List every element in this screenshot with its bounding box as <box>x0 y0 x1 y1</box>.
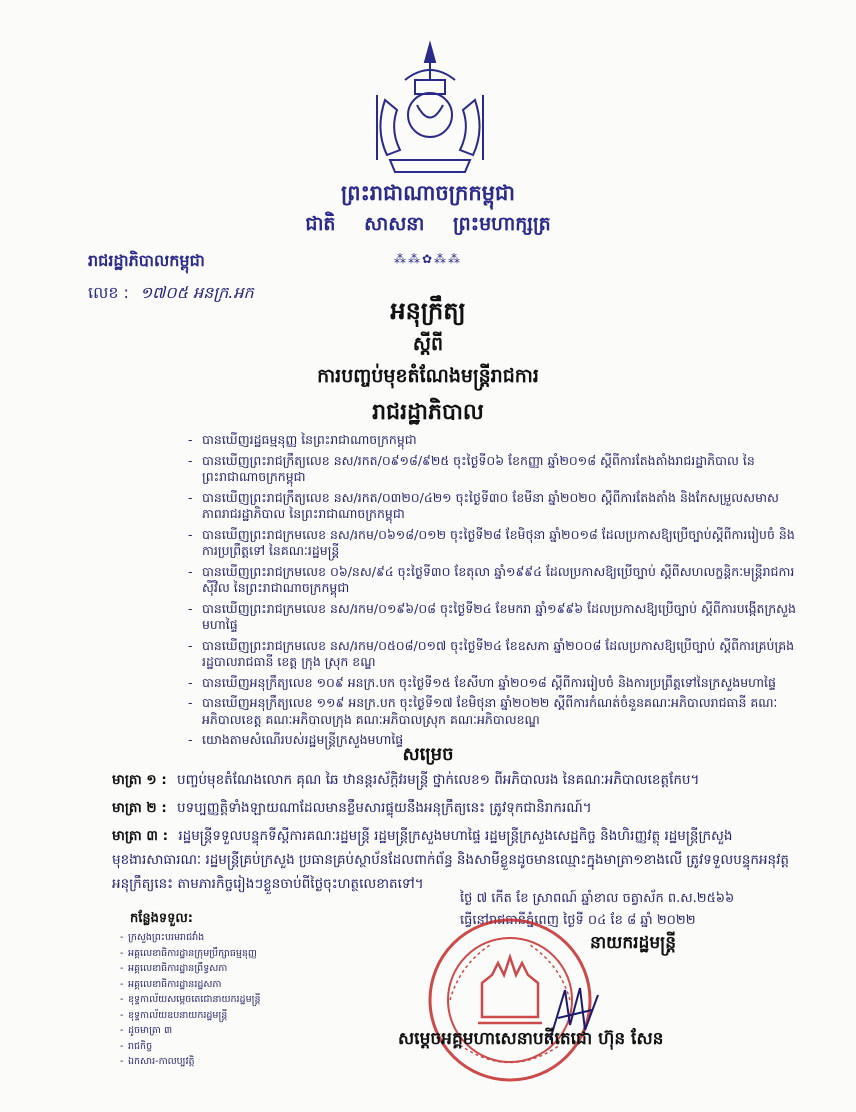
lunar-date: ថ្ងៃ ៧ កើត ខែ ស្រាពណ៍ ឆ្នាំខាល ចត្វាស័ក ព.ស.២៥៦៦ <box>460 891 735 906</box>
recipients-title: កន្លែងទទួល: <box>130 911 193 926</box>
issuer: រាជរដ្ឋាភិបាល <box>372 400 484 425</box>
article-text: បញ្ចប់មុខតំណែងលោក គុណ ឆៃ ឋានន្តរស័ក្តិវរមន្ត្រី ថ្នាក់លេខ១ ពីអភិបាលរង នៃគណៈអភិបាលខេត្តកែប។ <box>177 772 700 788</box>
list-item: - បានឃើញព្រះរាជក្រមលេខ នស/រកម/០១៩៦/០៨ ចុះថ្ងៃទី២៤ ខែមករា ឆ្នាំ១៩៩៦ ដែលប្រកាសឱ្យប្រើច្បាប់ ស្តីពីការបង្កើតក្រសួងមហាផ្ទៃ <box>188 601 798 634</box>
list-item: - អគ្គលេខាធិការដ្ឋានរដ្ឋសភា <box>120 977 260 993</box>
document-subject: ការបញ្ចប់មុខតំណែងមន្ត្រីរាជការ <box>317 365 539 387</box>
motto: ជាតិ សាសនា ព្រះមហាក្សត្រ <box>305 213 551 235</box>
list-item: - បានឃើញព្រះរាជក្រឹត្យលេខ នស/រកត/០៣២០/៤២១ ចុះថ្ងៃទី៣០ ខែមីនា ឆ្នាំ២០២០ ស្តីពីការតែងតាំង និងកែសម្រួលសមាសភាពរាជរដ្ឋាភិបាល នៃព្រះរាជាណាចក្រកម្ពុជា <box>188 490 798 523</box>
article-text: រដ្ឋមន្ត្រីទទួលបន្ទុកទីស្តីការគណៈរដ្ឋមន្ត្រី រដ្ឋមន្ត្រីក្រសួងមហាផ្ទៃ រដ្ឋមន្ត្រីក្រសួងសេដ្ឋកិច្ច និងហិរញ្ញវត្ថុ រដ្ឋមន្ត្រីក្រសួងមុខងារសាធារណៈ រដ្ឋមន្ត្រីគ្រប់ក្រសួង ប្រធានគ្រប់ស្ថាប័នដែលពាក់ព័ន្ធ និងសាមីខ្លួនដូចមានឈ្មោះក្នុងមាត្រា១ខាងលើ ត្រូវទទួលបន្ទុកអនុវត្តអនុក្រឹត្យនេះ តាមភារកិច្ចរៀងៗខ្លួនចាប់ពីថ្ងៃចុះហត្ថលេខាតទៅ។ <box>112 828 789 892</box>
list-item: - បានឃើញអនុក្រឹត្យលេខ ១០៩ អនក្រ.បក ចុះថ្ងៃទី១៥ ខែសីហា ឆ្នាំ២០១៨ ស្តីពីការរៀបចំ និងការប្រព្រឹត្តទៅនៃក្រសួងមហាផ្ទៃ <box>188 675 798 692</box>
list-item: - អគ្គលេខាធិការដ្ឋានក្រុមប្រឹក្សាធម្មនុញ្ញ <box>120 946 260 962</box>
list-item: - យោងតាមសំណើរបស់រដ្ឋមន្ត្រីក្រសួងមហាផ្ទៃ <box>188 732 798 749</box>
article-label: មាត្រា ១ : <box>112 772 167 788</box>
decision-title: សម្រេច <box>402 744 454 765</box>
government-label: រាជរដ្ឋាភិបាលកម្ពុជា <box>88 251 205 270</box>
signer-name: សម្តេចអគ្គមហាសេនាបតីតេជោ ហ៊ុន សែន <box>398 1029 664 1049</box>
list-item: - បានឃើញព្រះរាជក្រឹត្យលេខ នស/រកត/០៩១៨/៩២៥ ចុះថ្ងៃទី០៦ ខែកញ្ញា ឆ្នាំ២០១៨ ស្តីពីការតែងតាំងរាជរដ្ឋាភិបាល នៃព្រះរាជាណាចក្រកម្ពុជា <box>188 453 798 486</box>
list-item: - បានឃើញព្រះរាជក្រមលេខ ០៦/នស/៩៤ ចុះថ្ងៃទី៣០ ខែតុលា ឆ្នាំ១៩៩៤ ដែលប្រកាសឱ្យប្រើច្បាប់ ស្តីពីសហលក្ខន្តិកៈមន្ត្រីរាជការស៊ីវិល នៃព្រះរាជាណាចក្រកម្ពុជា <box>188 564 798 597</box>
list-item: - ដូចមាត្រា ៣ <box>120 1023 260 1039</box>
kingdom-title: ព្រះរាជាណាចក្រកម្ពុជា <box>340 181 515 205</box>
article-label: មាត្រា ៣ : <box>112 828 169 844</box>
article-1 <box>112 768 802 792</box>
ornament: ⁂⁂✿⁂⁂ <box>393 252 463 266</box>
article-text: បទប្បញ្ញត្តិទាំងឡាយណាដែលមានខ្លឹមសារផ្ទុយនឹងអនុក្រឹត្យនេះ ត្រូវទុកជានិរាករណ៍។ <box>177 800 592 816</box>
list-item: - រាជកិច្ច <box>120 1039 260 1055</box>
list-item: - ក្រសួងព្រះបរមរាជវាំង <box>120 930 260 946</box>
list-item: - បានឃើញព្រះរាជក្រមលេខ នស/រកម/០៥០៨/០១៧ ចុះថ្ងៃទី២៤ ខែឧសភា ឆ្នាំ២០០៨ ដែលប្រកាសឱ្យប្រើច្បាប់ ស្តីពីការគ្រប់គ្រងរដ្ឋបាលរាជធានី ខេត្ត ក្រុង ស្រុក ខណ្ឌ <box>188 638 798 671</box>
list-item: - អគ្គលេខាធិការដ្ឋានព្រឹទ្ធសភា <box>120 961 260 977</box>
list-item: - ឯកសារ-កាលប្បវត្តិ <box>120 1054 260 1070</box>
document-type: អនុក្រឹត្យ <box>390 297 466 325</box>
article-label: មាត្រា ២ : <box>112 800 167 816</box>
considerations-list <box>188 432 798 753</box>
about-label: ស្តីពី <box>412 333 444 355</box>
list-item: - ខុទ្ទកាល័យសម្តេចតេជោនាយករដ្ឋមន្ត្រី <box>120 992 260 1008</box>
article-2 <box>112 796 802 820</box>
article-3 <box>112 824 802 896</box>
number-value: ១៧០៥ អនក្រ.អក <box>140 283 254 302</box>
number-label: លេខ : <box>88 283 129 302</box>
list-item: - បានឃើញព្រះរាជក្រមលេខ នស/រកម/០៦១៨/០១២ ចុះថ្ងៃទី២៨ ខែមិថុនា ឆ្នាំ២០១៨ ដែលប្រកាសឱ្យប្រើច្បាប់ស្តីពីការរៀបចំ និងការប្រព្រឹត្តទៅ នៃគណៈរដ្ឋមន្ត្រី <box>188 527 798 560</box>
royal-emblem-icon <box>365 40 495 180</box>
list-item: - ខុទ្ទកាល័យឧបនាយករដ្ឋមន្ត្រី <box>120 1008 260 1024</box>
list-item: - បានឃើញរដ្ឋធម្មនុញ្ញ នៃព្រះរាជាណាចក្រកម្ពុជា <box>188 432 798 449</box>
solar-date: ធ្វើនៅរាជធានីភ្នំពេញ ថ្ងៃទី ០៤ ខែ ៨ ឆ្នាំ ២០២២ <box>460 913 696 928</box>
list-item: - បានឃើញអនុក្រឹត្យលេខ ១១៩ អនក្រ.បក ចុះថ្ងៃទី១៧ ខែមិថុនា ឆ្នាំ២០២២ ស្តីពីការកំណត់ចំនួនគណៈអភិបាលរាជធានី គណៈអភិបាលខេត្ត គណៈអភិបាលក្រុង គណៈអភិបាលស្រុក គណៈអភិបាលខណ្ឌ <box>188 695 798 728</box>
signatory-title: នាយករដ្ឋមន្ត្រី <box>590 933 676 953</box>
recipients-list <box>120 930 260 1070</box>
